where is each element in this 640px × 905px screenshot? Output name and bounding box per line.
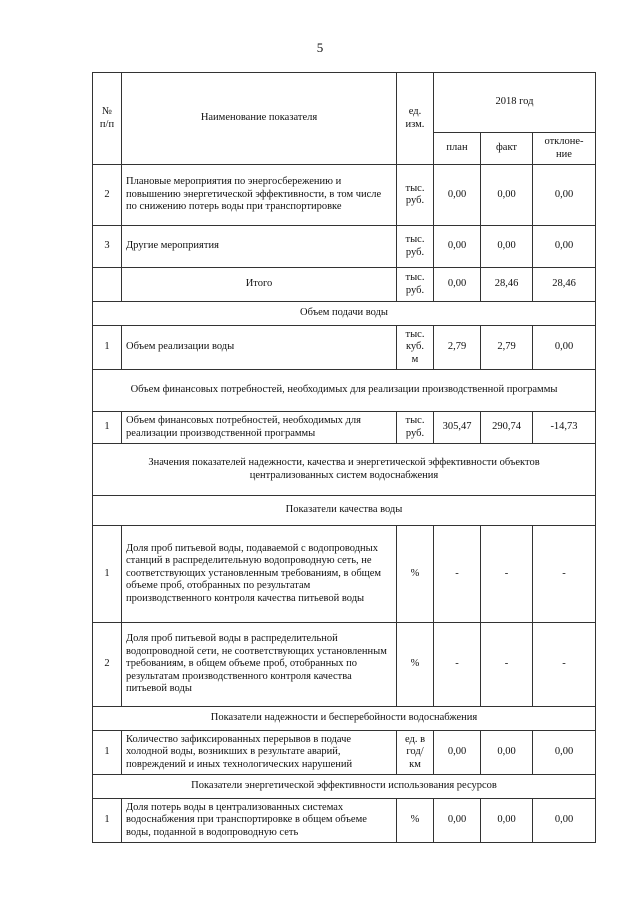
section-row <box>93 302 596 326</box>
row-unit: % <box>397 526 434 623</box>
row-unit: тыс. руб. <box>397 226 434 268</box>
header-plan: план <box>434 133 481 165</box>
table-row <box>93 799 596 843</box>
section-title: Показатели надежности и бесперебойности водоснабжения <box>93 707 596 731</box>
row-num: 2 <box>93 623 122 707</box>
row-fact: 28,46 <box>481 268 533 302</box>
header-deviation: отклоне- ние <box>533 133 596 165</box>
header-fact: факт <box>481 133 533 165</box>
row-num: 1 <box>93 799 122 843</box>
table-row <box>93 623 596 707</box>
row-deviation: - <box>533 526 596 623</box>
row-name: Плановые мероприятия по энергосбережению и повышению энергетической эффективности, в том числе по снижению потерь воды при транспортировке <box>122 165 397 226</box>
row-plan: 2,79 <box>434 326 481 370</box>
row-num: 1 <box>93 526 122 623</box>
section-title: Значения показателей надежности, качества и энергетической эффективности объектов централизованных систем водоснабжения <box>93 444 596 496</box>
row-num: 1 <box>93 326 122 370</box>
row-unit: % <box>397 623 434 707</box>
row-num: 1 <box>93 412 122 444</box>
row-plan: 0,00 <box>434 165 481 226</box>
row-plan: - <box>434 526 481 623</box>
header-num: № п/п <box>93 73 122 165</box>
row-num: 1 <box>93 731 122 775</box>
row-deviation: -14,73 <box>533 412 596 444</box>
section-row <box>93 444 596 496</box>
row-name: Другие мероприятия <box>122 226 397 268</box>
row-unit: ед. в год/ км <box>397 731 434 775</box>
section-row <box>93 775 596 799</box>
row-name: Доля проб питьевой воды, подаваемой с водопроводных станций в распределительную водопроводную сеть, не соответствующих установленным требованиям, в общем объеме проб, отобранных по результатам производственного контроля качества питьевой воды <box>122 526 397 623</box>
row-num: 2 <box>93 165 122 226</box>
row-deviation: 0,00 <box>533 799 596 843</box>
row-plan: 0,00 <box>434 268 481 302</box>
row-plan: 0,00 <box>434 226 481 268</box>
row-deviation: - <box>533 623 596 707</box>
indicators-table <box>92 72 596 843</box>
row-fact: 0,00 <box>481 165 533 226</box>
total-row <box>93 268 596 302</box>
row-plan: 0,00 <box>434 799 481 843</box>
row-name: Доля потерь воды в централизованных системах водоснабжения при транспортировке в общем объеме воды, поданной в водопроводную сеть <box>122 799 397 843</box>
table-row <box>93 226 596 268</box>
header-unit: ед. изм. <box>397 73 434 165</box>
row-fact: 290,74 <box>481 412 533 444</box>
row-deviation: 0,00 <box>533 326 596 370</box>
header-year: 2018 год <box>434 73 596 133</box>
header-row <box>93 73 596 133</box>
row-unit: тыс. куб. м <box>397 326 434 370</box>
row-fact: 2,79 <box>481 326 533 370</box>
row-name: Количество зафиксированных перерывов в подаче холодной воды, возникших в результате аварий, повреждений и иных технологических нарушений <box>122 731 397 775</box>
row-deviation: 28,46 <box>533 268 596 302</box>
page-number: 5 <box>316 40 324 55</box>
header-name: Наименование показателя <box>122 73 397 165</box>
table-row <box>93 412 596 444</box>
section-row <box>93 496 596 526</box>
row-deviation: 0,00 <box>533 226 596 268</box>
row-unit: тыс. руб. <box>397 165 434 226</box>
row-unit: тыс. руб. <box>397 268 434 302</box>
row-fact: 0,00 <box>481 799 533 843</box>
section-row <box>93 370 596 412</box>
table-row <box>93 326 596 370</box>
row-num: 3 <box>93 226 122 268</box>
section-title: Показатели качества воды <box>93 496 596 526</box>
section-row <box>93 707 596 731</box>
row-name: Объем финансовых потребностей, необходимых для реализации производственной программы <box>122 412 397 444</box>
row-plan: 0,00 <box>434 731 481 775</box>
row-unit: тыс. руб. <box>397 412 434 444</box>
row-plan: 305,47 <box>434 412 481 444</box>
section-title: Объем финансовых потребностей, необходимых для реализации производственной программы <box>93 370 596 412</box>
row-fact: 0,00 <box>481 226 533 268</box>
row-fact: 0,00 <box>481 731 533 775</box>
row-plan: - <box>434 623 481 707</box>
row-fact: - <box>481 526 533 623</box>
row-unit: % <box>397 799 434 843</box>
section-title: Объем подачи воды <box>93 302 596 326</box>
table-row <box>93 165 596 226</box>
row-num <box>93 268 122 302</box>
row-name: Итого <box>122 268 397 302</box>
section-title: Показатели энергетической эффективности использования ресурсов <box>93 775 596 799</box>
row-deviation: 0,00 <box>533 731 596 775</box>
row-fact: - <box>481 623 533 707</box>
row-deviation: 0,00 <box>533 165 596 226</box>
row-name: Доля проб питьевой воды в распределительной водопроводной сети, не соответствующих установленным требованиям, в общем объеме проб, отобранных по результатам производственного контроля качества питьевой воды <box>122 623 397 707</box>
table-row <box>93 731 596 775</box>
row-name: Объем реализации воды <box>122 326 397 370</box>
table-row <box>93 526 596 623</box>
